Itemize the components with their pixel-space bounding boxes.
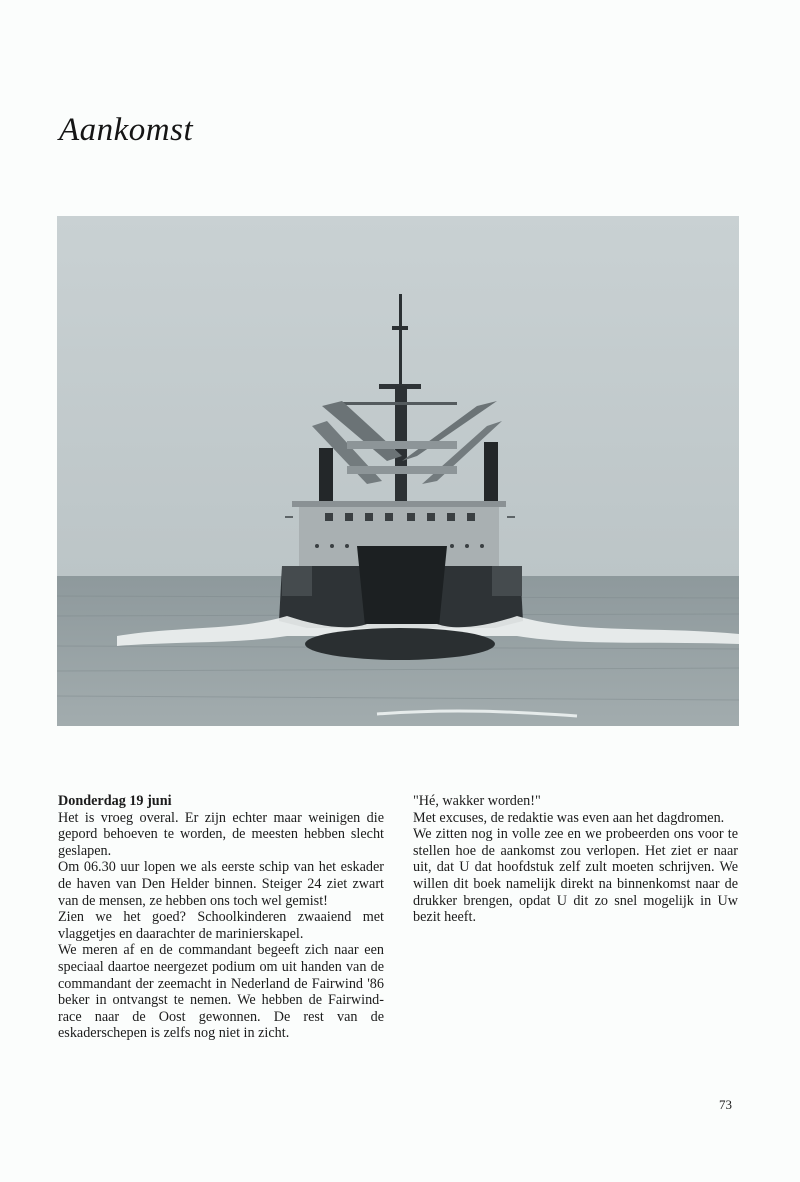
right-column bbox=[413, 793, 738, 926]
date-heading: Donderdag 19 juni bbox=[58, 793, 172, 809]
paragraph: Zien we het goed? Schoolkinderen zwaaiend met vlaggetjes en daarachter de marinierskapel. bbox=[58, 909, 384, 942]
paragraph: Het is vroeg overal. Er zijn echter maar weinigen die gepord behoeven te worden, de meesten hebben slecht geslapen. bbox=[58, 809, 384, 859]
ship-illustration bbox=[57, 216, 739, 726]
ship-photo bbox=[57, 216, 739, 726]
paragraph: Om 06.30 uur lopen we als eerste schip van het eskader de haven van Den Helder binnen. Steiger 24 ziet zwart van de mensen, ze hebben ons toch wel gemist! bbox=[58, 859, 384, 909]
paragraph: Met excuses, de redaktie was even aan het dagdromen. bbox=[413, 809, 725, 826]
paragraph: We zitten nog in volle zee en we probeerden ons voor te stellen hoe de aankomst zou verlopen. Het ziet er naar uit, dat U dat hoofdstuk zelf zult moeten schrijven. We willen dit boek namelijk direkt na binnenkomst naar de drukker brengen, opdat U dit zo snel mogelijk in Uw bezit heeft. bbox=[413, 826, 738, 926]
page-number: 73 bbox=[719, 1097, 732, 1112]
page-title: Aankomst bbox=[59, 112, 194, 148]
paragraph: We meren af en de commandant begeeft zich naar een speciaal daartoe neergezet podium om uit handen van de commandant der zeemacht in Nederland de Fairwind '86 beker in ontvangst te nemen. We hebben de Fairwind-race naar de Oost gewonnen. De rest van de eskaderschepen is zelfs nog niet in zicht. bbox=[58, 942, 384, 1042]
paragraph: "Hé, wakker worden!" bbox=[413, 793, 541, 809]
left-column bbox=[58, 793, 384, 1042]
